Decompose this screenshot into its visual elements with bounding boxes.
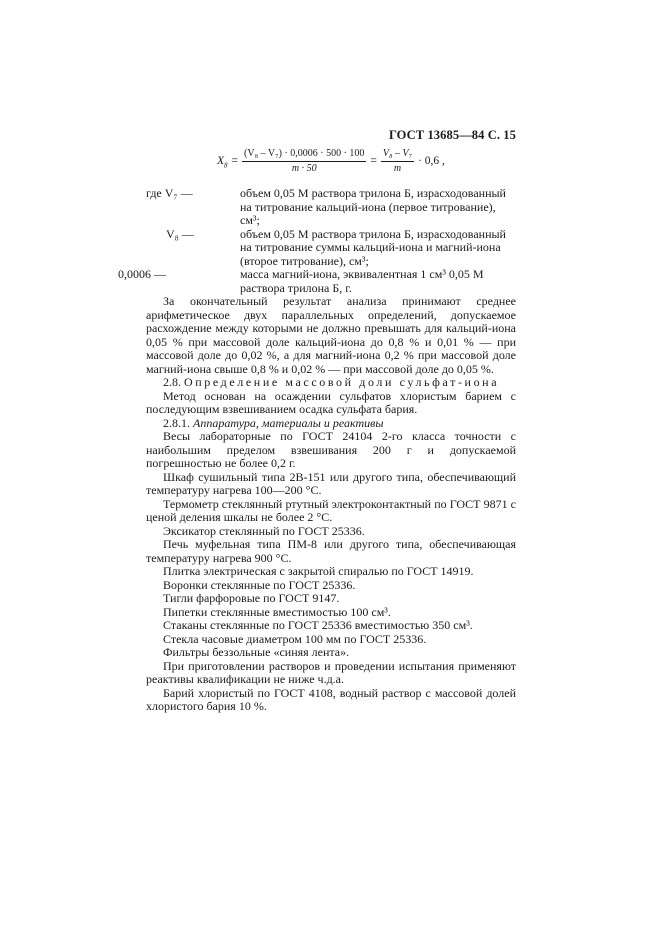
paragraph-thermometer: Термометр стеклянный ртутный электроконтактный по ГОСТ 9871 с ценой деления шкалы не более 2 °С. [146, 496, 516, 524]
section-number: 2.8. [163, 375, 181, 389]
paragraph-reagents: При приготовлении растворов и проведении испытания применяют реактивы квалификации не ниже ч.д.а. [146, 658, 516, 686]
paragraph-funnels: Воронки стеклянные по ГОСТ 25336. [163, 577, 356, 592]
section-title: Определение массовой доли сульфат-иона [184, 375, 500, 389]
fraction-1-numerator: (V₈ – V₇) · 0,0006 · 500 · 100 [242, 148, 366, 162]
definition-label: 0,0006 — [118, 267, 166, 281]
definition-mass [118, 267, 516, 295]
page-header: ГОСТ 13685—84 С. 15 [388, 128, 516, 142]
section-2-8-heading [146, 376, 516, 390]
section-number: 2.8.1. [163, 415, 190, 430]
fraction-1-denominator: m · 50 [291, 163, 317, 174]
paragraph-desiccator: Эксикатор стеклянный по ГОСТ 25336. [163, 523, 365, 538]
paragraph-beakers: Стаканы стеклянные по ГОСТ 25336 вместимостью 350 см³. [163, 618, 473, 632]
paragraph-furnace: Печь муфельная типа ПМ-8 или другого типа, обеспечивающая температуру нагрева 900 °С. [146, 537, 516, 565]
fraction-2-denominator: m [393, 163, 402, 174]
definition-label: где V₇ — [146, 186, 193, 200]
paragraph-watch-glasses: Стекла часовые диаметром 100 мм по ГОСТ 25336. [163, 631, 427, 646]
paragraph-pipettes: Пипетки стеклянные вместимостью 100 см³. [163, 604, 391, 619]
paragraph-oven: Шкаф сушильный типа 2В-151 или другого типа, обеспечивающий температуру нагрева 100—200 °С. [146, 469, 516, 497]
paragraph-barium-chloride: Барий хлористый по ГОСТ 4108, водный раствор с массовой долей хлористого бария 10 %. [146, 685, 516, 713]
equals-sign: = [231, 154, 239, 167]
paragraph-method: Метод основан на осаждении сульфатов хлористым барием с последующим взвешиванием осадка сульфата бария. [146, 388, 516, 416]
definition-text: объем 0,05 М раствора трилона Б, израсходованный на титрование суммы кальций-иона и магний-иона (второе титрование), см³; [240, 226, 506, 268]
fraction-2-numerator: V₈ – V₇ [381, 148, 414, 162]
paragraph-result: За окончательный результат анализа принимают среднее арифметическое двух параллельных определений, допускаемое расхождение между которыми не должно превышать для кальций-иона 0,05 % при массовой доле кальций-иона до 0,8 % и 0,01 % — при массовой доле до 0,02 %, а для магний-иона 0,2 % при массовой доле магний-иона свыше 0,8 % и 0,02 % — при массовой доле до 0,05 %. [146, 294, 516, 376]
definition-text: масса магний-иона, эквивалентная 1 см³ 0,05 М раствора трилона Б, г. [240, 267, 484, 295]
formula-tail: · 0,6 , [418, 154, 445, 167]
section-2-8-1-heading [146, 417, 516, 431]
equals-sign: = [370, 154, 377, 167]
paragraph-filters: Фильтры беззольные «синяя лента». [163, 645, 350, 659]
body-text [118, 186, 516, 714]
formula-lhs: $X_8$ [217, 154, 228, 170]
paragraph-hotplate: Плитка электрическая с закрытой спиралью по ГОСТ 14919. [163, 564, 474, 578]
definition-v7 [146, 187, 516, 228]
formula-fraction-1 [242, 148, 366, 175]
definition-text: объем 0,05 М раствора трилона Б, израсходованный на титрование кальций-иона (первое титрование), см³; [240, 186, 506, 227]
definition-v8 [146, 228, 516, 269]
definition-label: V₈ — [166, 226, 194, 241]
section-title: Аппаратура, материалы и реактивы [193, 415, 384, 430]
formula [217, 148, 445, 175]
formula-fraction-2 [381, 148, 414, 175]
paragraph-scales: Весы лабораторные по ГОСТ 24104 2-го класса точности с наибольшим пределом взвешивания 200 г и допускаемой погрешностью не более 0,2 г. [146, 429, 516, 470]
paragraph-crucibles: Тигли фарфоровые по ГОСТ 9147. [163, 591, 340, 605]
definitions [118, 186, 516, 295]
